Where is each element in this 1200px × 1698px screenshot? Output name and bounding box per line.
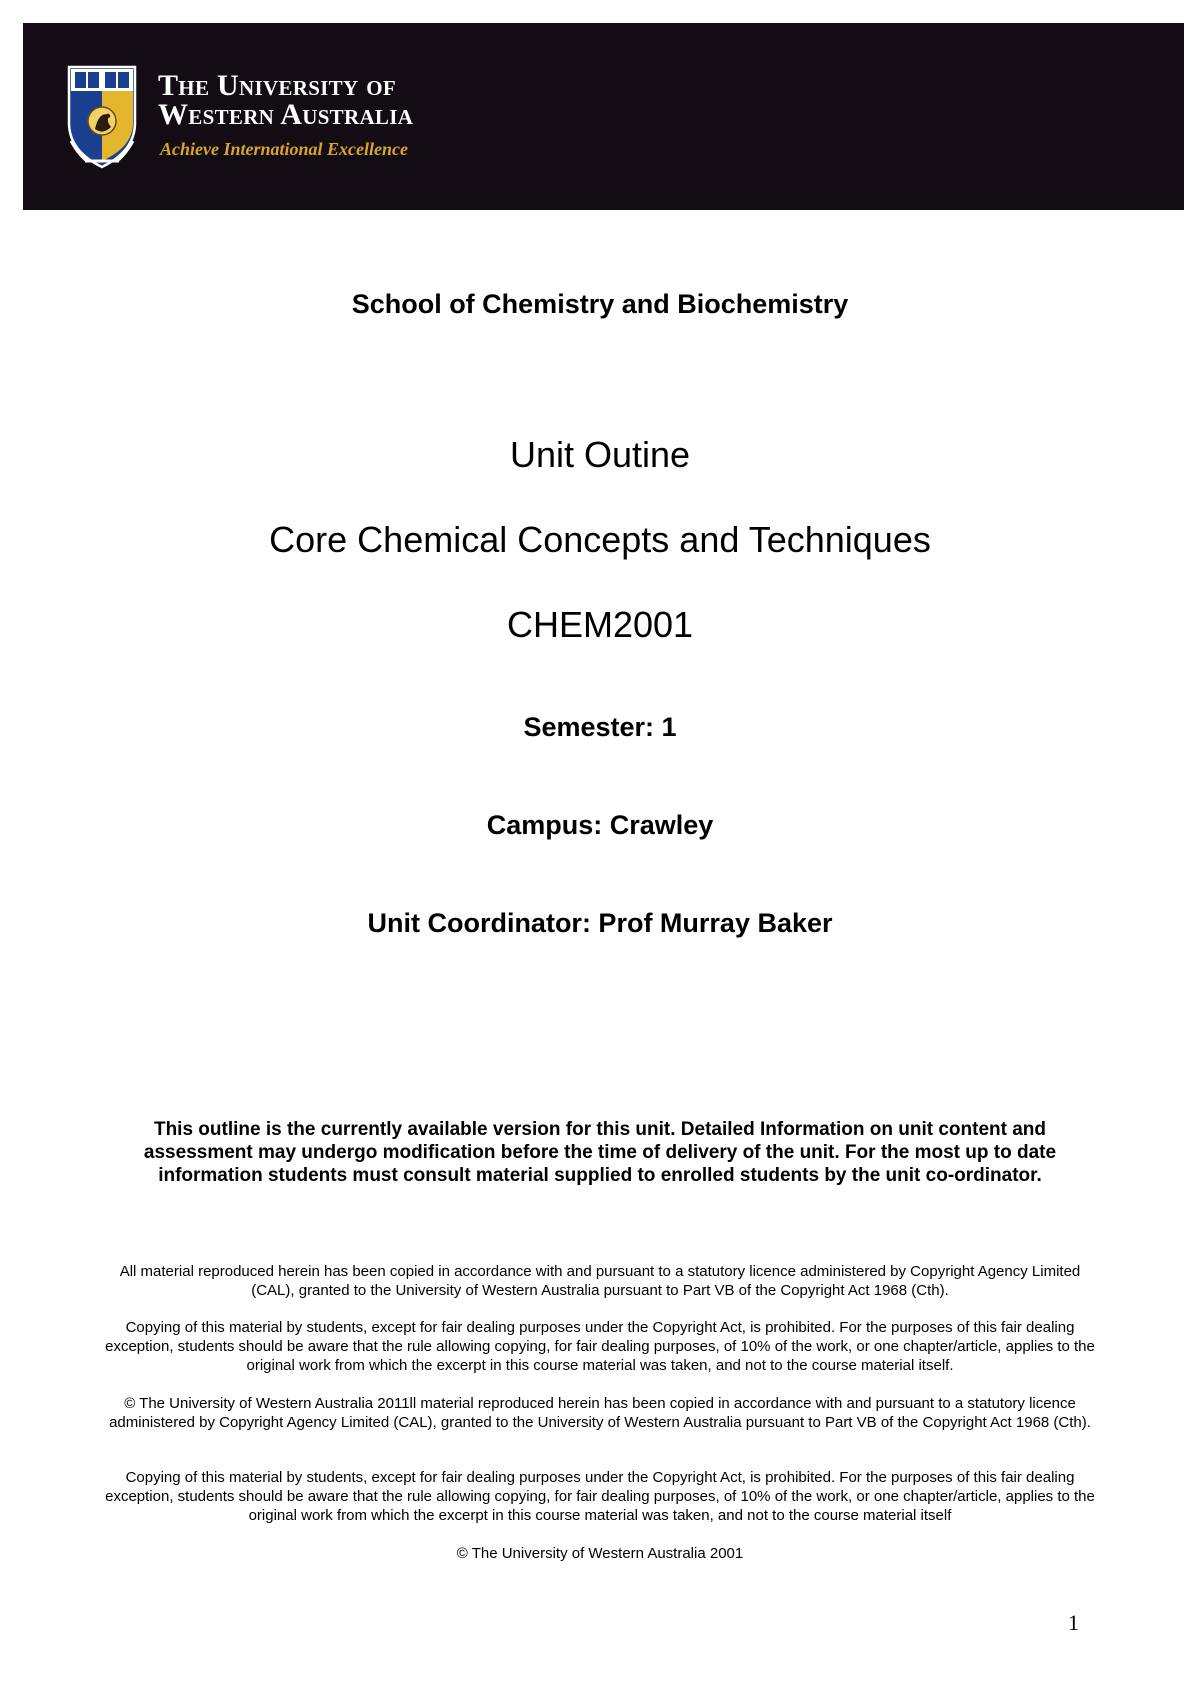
copyright-notice: © The University of Western Australia 2001: [456, 1545, 744, 1562]
copyright-paragraph: All material reproduced herein has been copied in accordance with and pursuant to a statutory licence administered by Copyright Agency Limited (CAL), granted to the University of Western Australia pursuant to Part VB of the Copyright Act 1968 (Cth).: [119, 1263, 1081, 1299]
unit-name-title: Core Chemical Concepts and Techniques: [269, 519, 931, 560]
outline-disclaimer-notice: This outline is the currently available version for this unit. Detailed Information on unit content and assessment may undergo modification before the time of delivery of the unit. For the most up to date information students must consult material supplied to enrolled students by the unit co-ordinator.: [143, 1119, 1057, 1186]
university-motto: Achieve International Excellence: [160, 139, 408, 159]
campus-line: Campus: Crawley: [486, 810, 714, 840]
school-name: School of Chemistry and Biochemistry: [351, 289, 849, 319]
semester-line: Semester: 1: [523, 712, 677, 742]
coordinator-line: Unit Coordinator: Prof Murray Baker: [367, 908, 833, 938]
page-number: 1: [1068, 1610, 1079, 1635]
university-header-banner: [23, 23, 1184, 210]
copyright-paragraph: Copying of this material by students, except for fair dealing purposes under the Copyright Act, is prohibited. For the purposes of this fair dealing exception, students should be aware that the rule allowing copying, for fair dealing purposes, of 10% of the work, or one chapter/article, applies to the original work from which the excerpt in this course material was taken, and not to the course material itself: [105, 1469, 1095, 1524]
university-name: The University of Western Australia: [158, 69, 414, 131]
document-type-title: Unit Outine: [509, 434, 691, 475]
unit-code-title: CHEM2001: [506, 604, 694, 645]
copyright-paragraph: Copying of this material by students, except for fair dealing purposes under the Copyright Act, is prohibited. For the purposes of this fair dealing exception, students should be aware that the rule allowing copying, for fair dealing purposes, of 10% of the work, or one chapter/article, applies to the original work from which the excerpt in this course material was taken, and not to the course material itself.: [105, 1319, 1095, 1374]
uwa-crest-icon: [65, 63, 139, 171]
copyright-paragraph: © The University of Western Australia 2011ll material reproduced herein has been copied in accordance with and pursuant to a statutory licence administered by Copyright Agency Limited (CAL), granted to the University of Western Australia pursuant to Part VB of the Copyright Act 1968 (Cth).: [109, 1395, 1091, 1431]
